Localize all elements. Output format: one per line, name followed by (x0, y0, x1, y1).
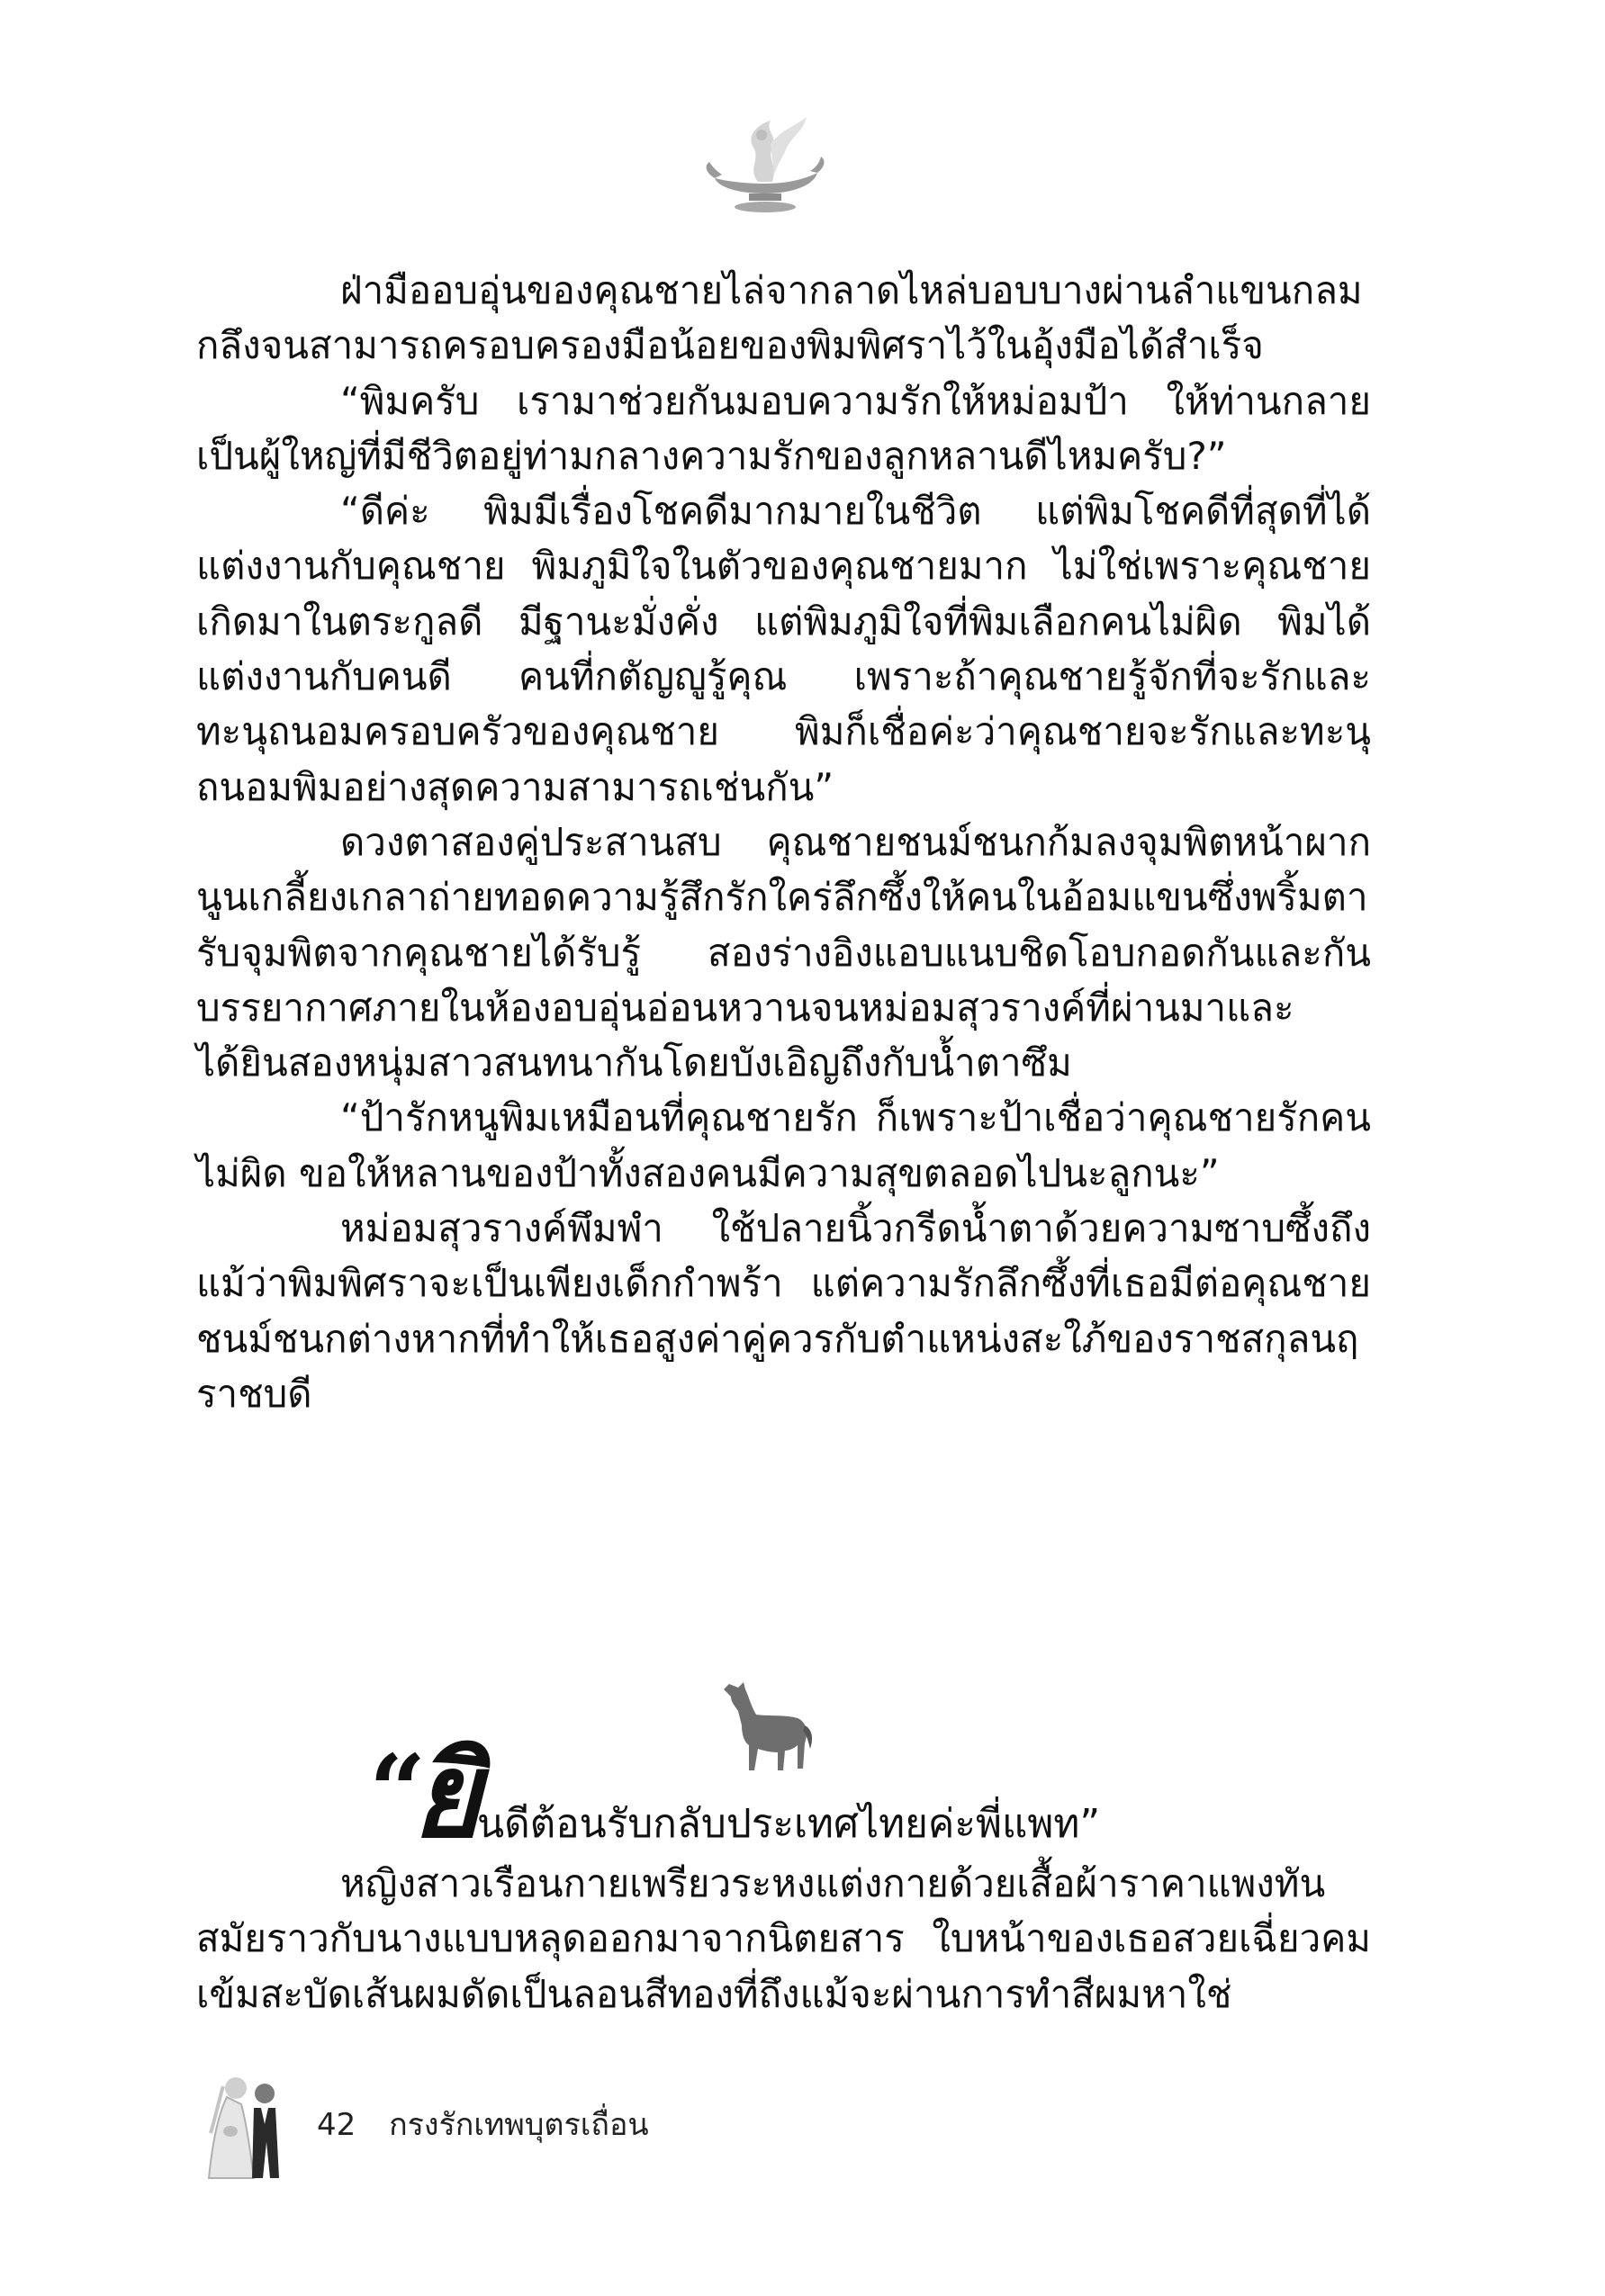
paragraph: หม่อมสุวรางค์พึมพำ ใช้ปลายนิ้วกรีดน้ำตาด้วยความซาบซึ้งถึงแม้ว่าพิมพิศราจะเป็นเพียงเด็กกำพร้า แต่ความรักลึกซึ้งที่เธอมีต่อคุณชายชนม์ชนกต่างหากที่ทำให้เธอสูงค่าคู่ควรกับตำแหน่งสะใภ้ของราชสกุลนฤราชบดี (196, 1206, 1371, 1416)
paragraph: ฝ่ามืออบอุ่นของคุณชายไล่จากลาดไหล่บอบบางผ่านลำแขนกลมกลึงจนสามารถครอบครองมือน้อยของพิมพิศราไว้ในอุ้งมือได้สำเร็จ (196, 268, 1363, 368)
opening-quote: “ (369, 1733, 427, 1849)
paragraph: หญิงสาวเรือนกายเพรียวระหงแต่งกายด้วยเสื้อผ้าราคาแพงทันสมัยราวกับนางแบบหลุดออกมาจากนิตยสาร ใบหน้าของเธอสวยเฉี่ยวคมเข้มสะบัดเส้นผมดัดเป็นลอนสีทองที่ถึงแม้จะผ่านการทำสีผมหาใช่ (196, 1861, 1371, 2016)
paragraph: ดวงตาสองคู่ประสานสบ คุณชายชนม์ชนกก้มลงจุมพิตหน้าผากนูนเกลี้ยงเกลาถ่ายทอดความรู้สึกรักใคร่ลึกซึ้งให้คนในอ้อมแขนซึ่งพริ้มตารับจุมพิตจากคุณชายได้รับรู้ สองร่างอิงแอบแนบชิดโอบกอดกันและกันบรรยากาศภายในห้องอบอุ่นอ่อนหวานจนหม่อมสุวรางค์ที่ผ่านมาและได้ยินสองหนุ่มสาวสนทนากันโดยบังเอิญถึงกับน้ำตาซึม (196, 819, 1371, 1085)
body-text-block-2 (196, 1856, 1371, 2021)
drop-cap: ยิ (412, 1726, 482, 1864)
heading-text: นดีต้อนรับกลับประเทศไทยค่ะพี่แพท” (477, 1801, 1101, 1847)
section-heading (369, 1726, 1359, 1864)
body-text-block (196, 263, 1371, 1421)
paragraph: “ป้ารักหนูพิมเหมือนที่คุณชายรัก ก็เพราะป้าเชื่อว่าคุณชายรักคนไม่ผิด ขอให้หลานของป้าทั้งสองคนมีความสุขตลอดไปนะลูกนะ” (196, 1095, 1371, 1195)
page-number: 42 (317, 2107, 356, 2143)
page-footer (317, 2100, 649, 2148)
paragraph: “ดีค่ะ พิมมีเรื่องโชคดีมากมายในชีวิต แต่พิมโชคดีที่สุดที่ได้แต่งงานกับคุณชาย พิมภูมิใจในตัวของคุณชายมาก ไม่ใช่เพราะคุณชายเกิดมาในตระกูลดี มีฐานะมั่งคั่ง แต่พิมภูมิใจที่พิมเลือกคนไม่ผิด พิมได้แต่งงานกับคนดี คนที่กตัญญูรู้คุณ เพราะถ้าคุณชายรู้จักที่จะรักและทะนุถนอมครอบครัวของคุณชาย พิมก็เชื่อค่ะว่าคุณชายจะรักและทะนุถนอมพิมอย่างสุดความสามารถเช่นกัน” (196, 489, 1371, 809)
genie-lamp-icon (702, 108, 828, 230)
wedding-couple-icon (200, 2061, 299, 2187)
paragraph: “พิมครับ เรามาช่วยกันมอบความรักให้หม่อมป้า ให้ท่านกลายเป็นผู้ใหญ่ที่มีชีวิตอยู่ท่ามกลางความรักของลูกหลานดีไหมครับ?” (196, 378, 1371, 478)
book-title: กรงรักเทพบุตรเถื่อน (389, 2107, 649, 2143)
